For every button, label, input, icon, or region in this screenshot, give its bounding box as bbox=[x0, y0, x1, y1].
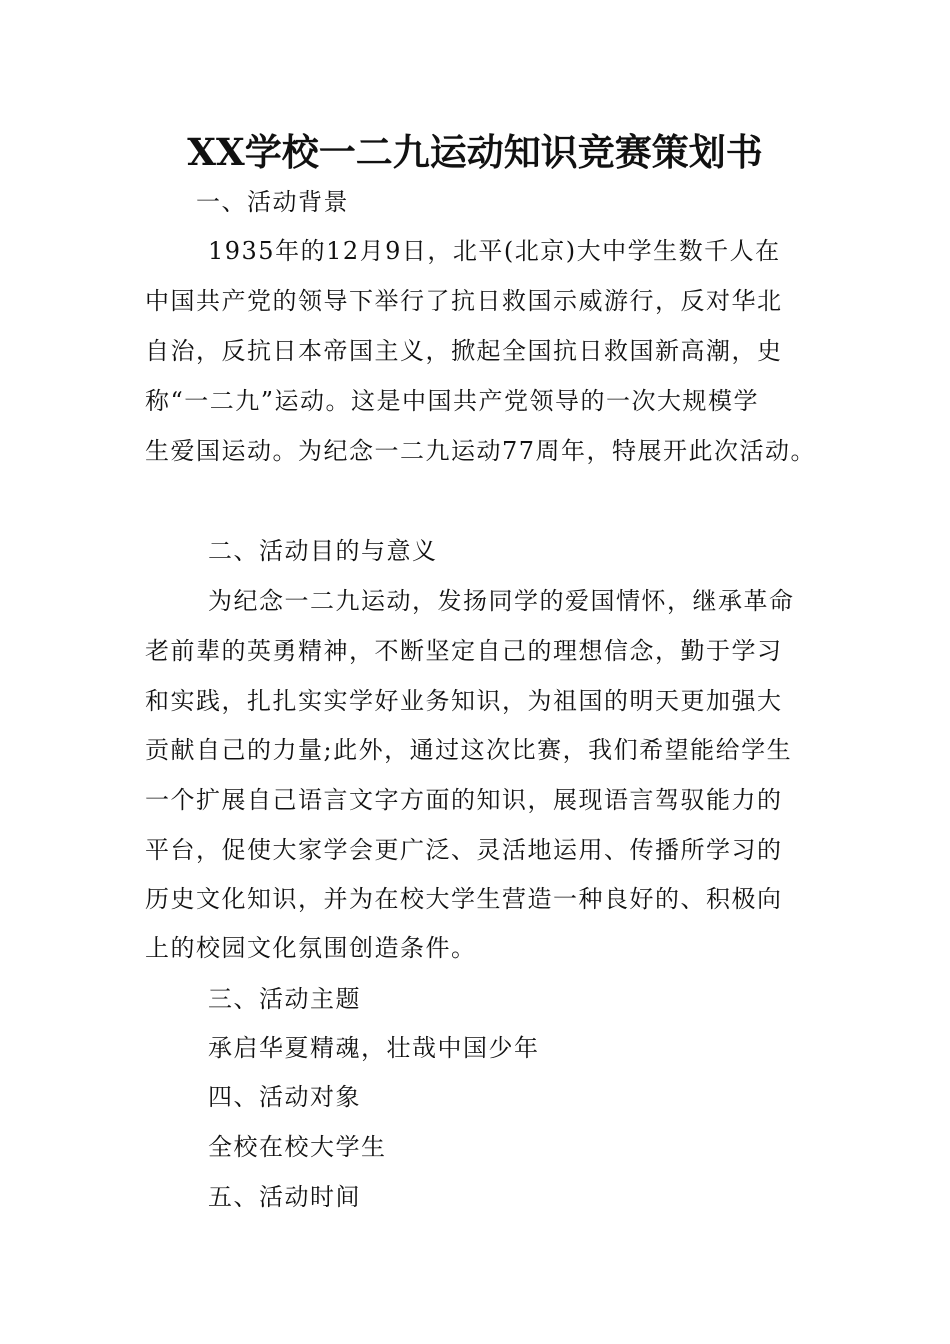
section-heading-audience: 四、活动对象 bbox=[208, 1083, 361, 1111]
section-heading-theme: 三、活动主题 bbox=[208, 985, 361, 1013]
audience-text: 全校在校大学生 bbox=[208, 1133, 387, 1161]
paragraph-line: 一个扩展自己语言文字方面的知识，展现语言驾驭能力的 bbox=[145, 786, 783, 814]
document-title: XX学校一二九运动知识竞赛策划书 bbox=[187, 130, 763, 174]
paragraph-line: 生爱国运动。为纪念一二九运动77周年，特展开此次活动。 bbox=[145, 437, 817, 465]
paragraph-line: 和实践，扎扎实实学好业务知识，为祖国的明天更加强大 bbox=[145, 687, 783, 715]
theme-text: 承启华夏精魂，壮哉中国少年 bbox=[208, 1034, 540, 1062]
paragraph-line: 平台，促使大家学会更广泛、灵活地运用、传播所学习的 bbox=[145, 836, 783, 864]
paragraph-line: 历史文化知识，并为在校大学生营造一种良好的、积极向 bbox=[145, 885, 783, 913]
paragraph-line: 贡献自己的力量;此外，通过这次比赛，我们希望能给学生 bbox=[145, 736, 793, 764]
paragraph-line: 称“一二九”运动。这是中国共产党领导的一次大规模学 bbox=[145, 387, 760, 415]
paragraph-line: 中国共产党的领导下举行了抗日救国示威游行，反对华北 bbox=[145, 287, 783, 315]
section-heading-background: 一、活动背景 bbox=[196, 188, 349, 216]
paragraph-line: 自治，反抗日本帝国主义，掀起全国抗日救国新高潮，史 bbox=[145, 337, 783, 365]
paragraph-line: 老前辈的英勇精神，不断坚定自己的理想信念，勤于学习 bbox=[145, 637, 783, 665]
section-heading-time: 五、活动时间 bbox=[208, 1183, 361, 1211]
section-heading-purpose: 二、活动目的与意义 bbox=[208, 537, 438, 565]
paragraph-line: 上的校园文化氛围创造条件。 bbox=[145, 934, 477, 962]
paragraph-line: 1935年的12月9日，北平(北京)大中学生数千人在 bbox=[208, 237, 781, 265]
paragraph-line: 为纪念一二九运动，发扬同学的爱国情怀，继承革命 bbox=[208, 587, 795, 615]
